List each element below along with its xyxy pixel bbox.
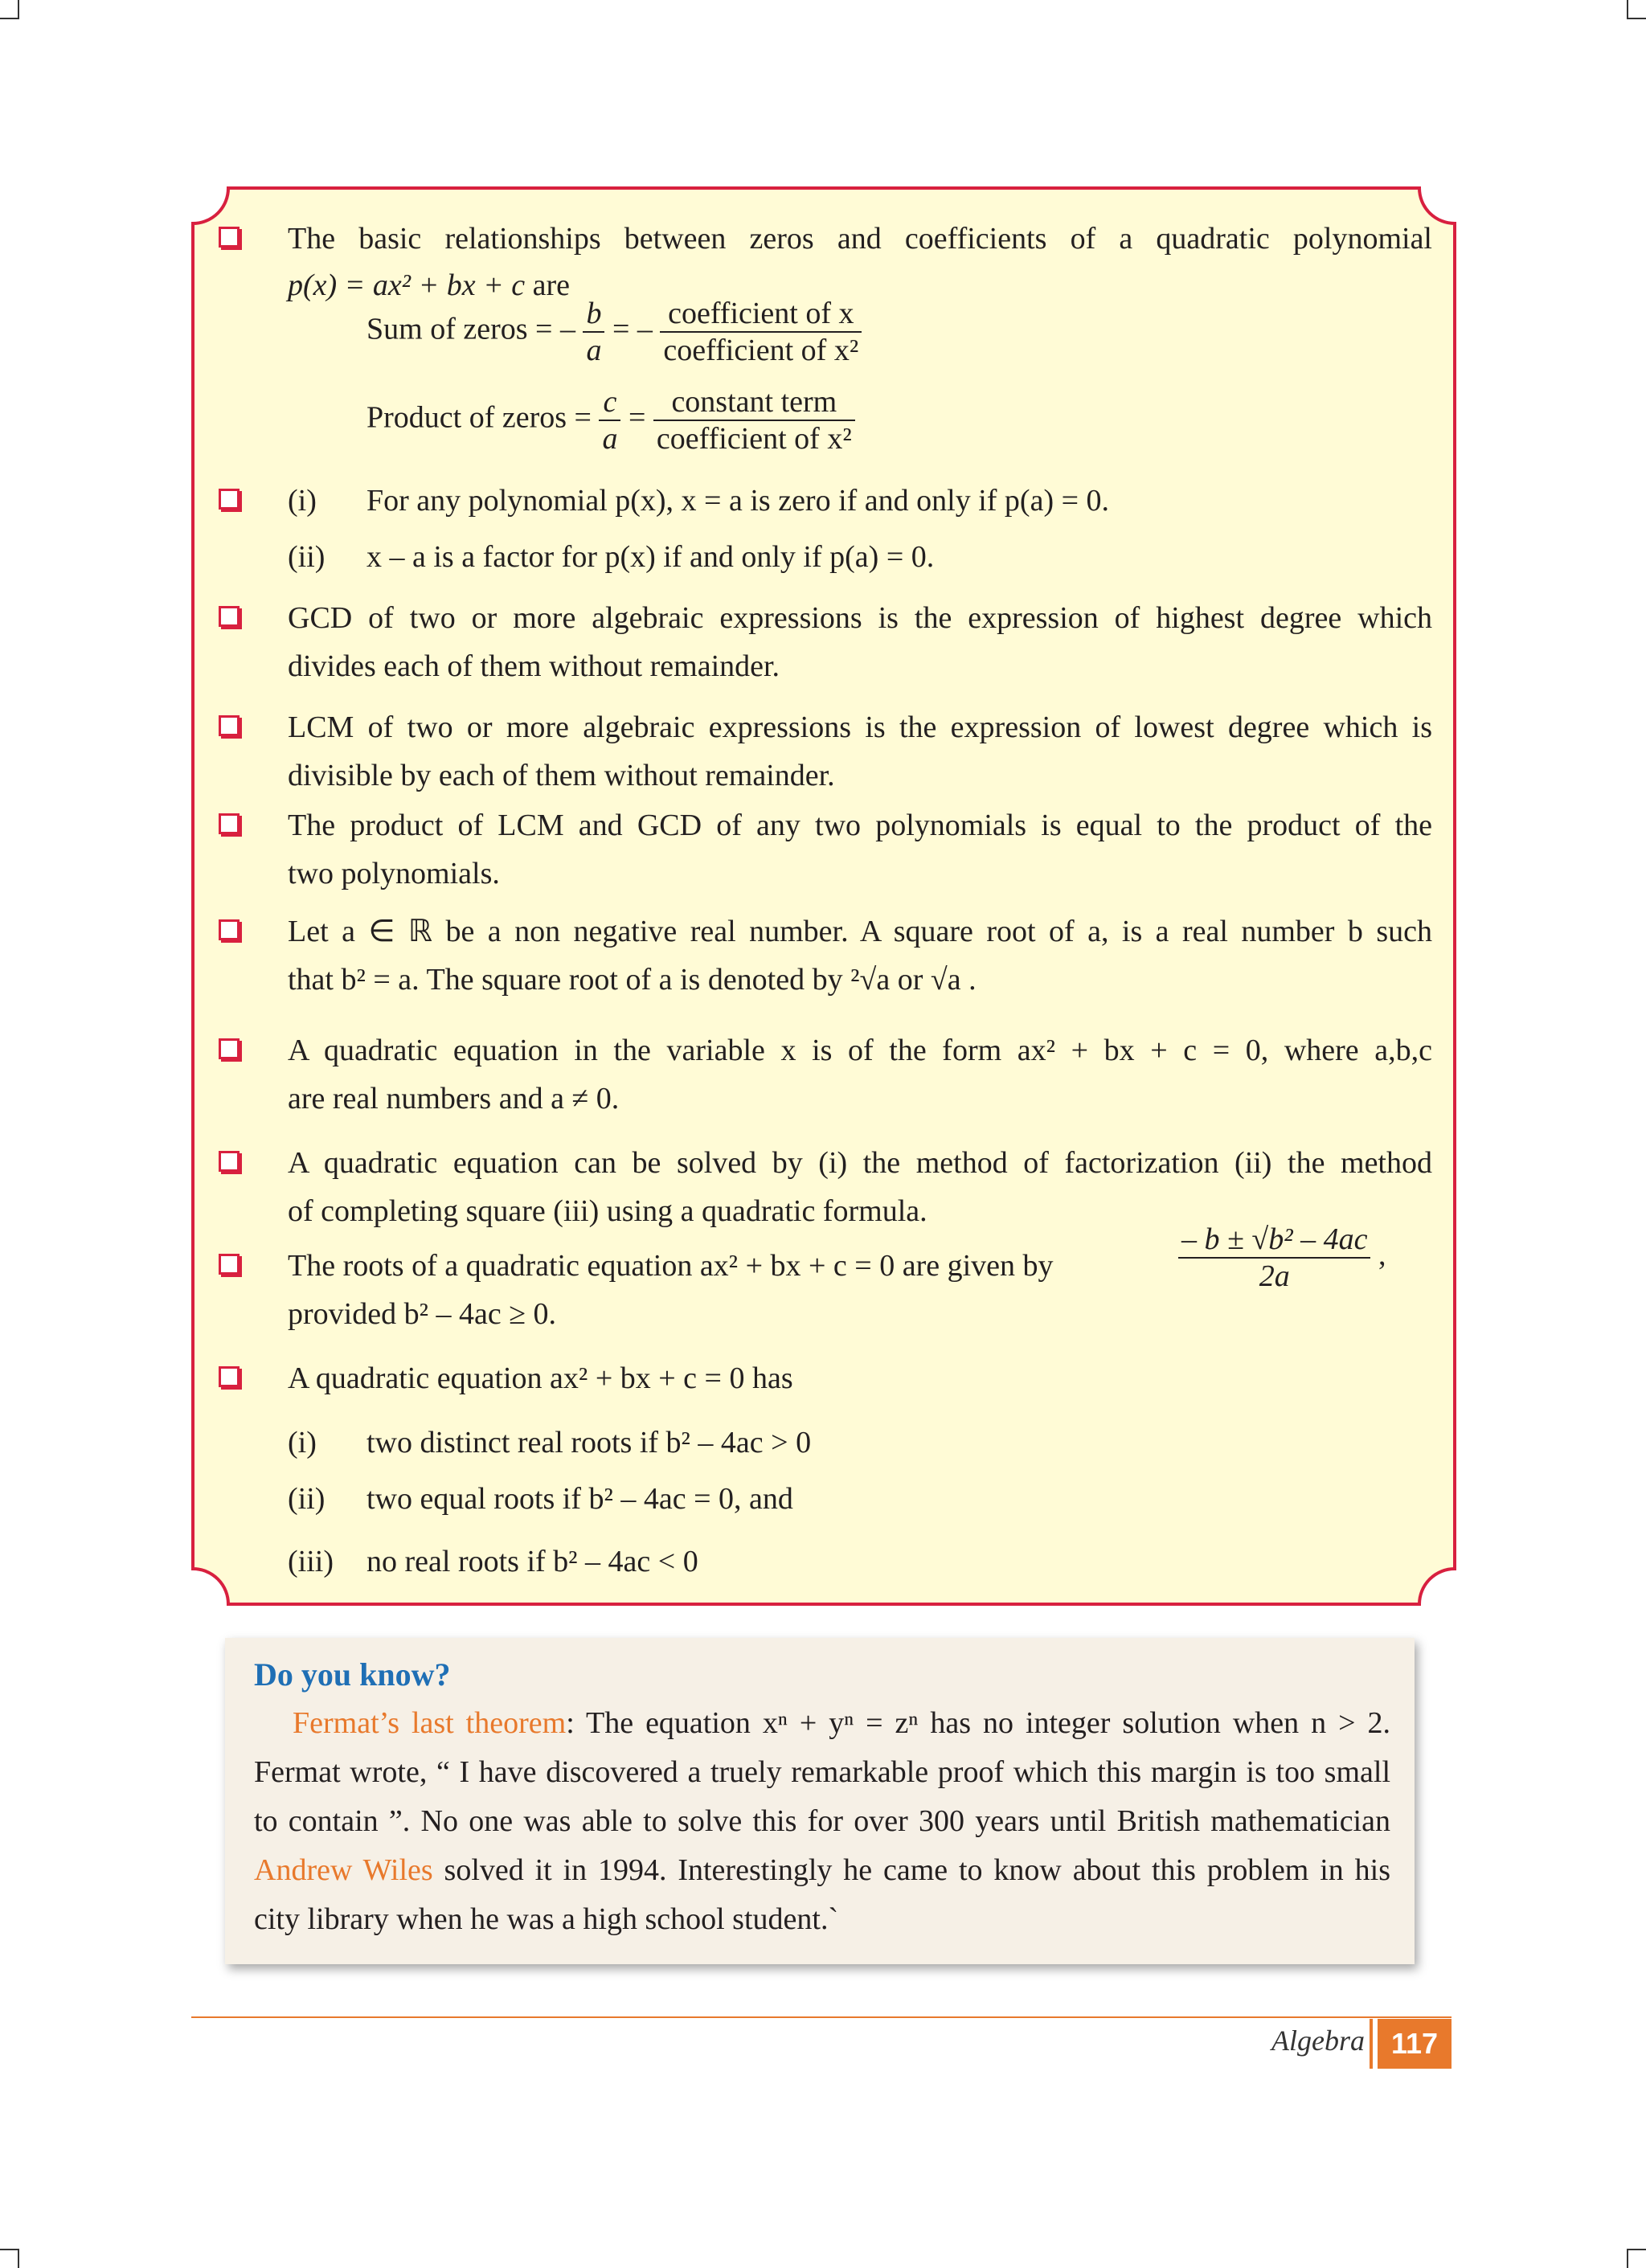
roman-iii: (iii) [288,1545,334,1578]
frac-num: b [583,296,604,333]
checkbox-bullet-icon [219,606,240,627]
sum-eq2: = – [612,312,653,346]
checkbox-bullet-icon [219,813,240,834]
footer-separator [1370,2019,1373,2069]
bullet-text-line2: divisible by each of them without remainder. [288,759,835,792]
bullet-text: For any polynomial p(x), x = a is zero if and only if p(a) = 0. [366,484,1110,518]
do-you-know-body [254,1699,1390,1944]
crop-mark-top-right [1627,0,1646,19]
checkbox-bullet-icon [219,227,240,248]
roman-i: (i) [288,1426,317,1459]
crop-mark-bottom-right [1627,2249,1646,2268]
bullet-text: A quadratic equation in the variable x is of the form ax² + bx + c = 0, where a,b,c [288,1034,1432,1067]
frac-den: coefficient of x² [656,422,852,456]
crop-mark-bottom-left [0,2249,19,2268]
bullet-text-line2: provided b² – 4ac ≥ 0. [288,1297,557,1331]
fraction-c-over-a [599,384,620,456]
product-label: Product of zeros = [366,400,592,435]
product-eq2: = [628,400,646,435]
bullet-text: Let a ∈ ℝ be a non negative real number. A square root of a, is a real number b such [288,915,1432,948]
do-you-know-text2: solved it in 1994. Interestingly he came to know about this problem in his city library when he was a high school student.` [254,1853,1390,1936]
roman-iii-text: no real roots if b² – 4ac < 0 [366,1545,698,1578]
checkbox-bullet-icon [219,1151,240,1172]
roman-ii-text: two equal roots if b² – 4ac = 0, and [366,1482,793,1516]
fraction-b-over-a [583,296,604,368]
frac-num: constant term [653,384,855,421]
bullet-text-line2: are real numbers and a ≠ 0. [288,1082,620,1116]
bullet-text-line2: divides each of them without remainder. [288,649,780,683]
checkbox-bullet-icon [219,919,240,940]
fermat-highlight: Fermat’s last theorem [293,1706,567,1740]
bullet-text-line2: of completing square (iii) using a quadratic formula. [288,1194,927,1228]
bullet-text: x – a is a factor for p(x) if and only if p(a) = 0. [366,540,935,574]
checkbox-bullet-icon [219,1366,240,1387]
roman-ii: (ii) [288,540,326,574]
bullet-text: LCM of two or more algebraic expressions is the expression of lowest degree which is [288,710,1432,744]
bullet-text: The product of LCM and GCD of any two polynomials is equal to the product of the [288,809,1432,842]
formula-numerator: – b ± √b² – 4ac [1178,1222,1370,1259]
sum-label: Sum of zeros [366,312,528,346]
roman-i-text: two distinct real roots if b² – 4ac > 0 [366,1426,812,1459]
page-number: 117 [1378,2019,1452,2069]
formula-fraction [1178,1222,1370,1294]
checkbox-bullet-icon [219,715,240,736]
do-you-know-box [225,1638,1415,1964]
bullet-text: GCD of two or more algebraic expressions is the expression of highest degree which [288,601,1432,635]
fraction-coefficients [660,296,862,368]
bullet-text: A quadratic equation can be solved by (i) the method of factorization (ii) the method [288,1146,1432,1180]
checkbox-bullet-icon [219,1038,240,1059]
checkbox-bullet-icon [219,489,240,510]
roman-ii: (ii) [288,1482,326,1516]
polynomial-expression: p(x) = ax² + bx + c [288,268,526,302]
roman-i: (i) [288,484,317,518]
summary-box [191,186,1456,1606]
wiles-highlight: Andrew Wiles [254,1853,433,1887]
frac-num: c [599,384,620,421]
do-you-know-title: Do you know? [254,1656,451,1693]
frac-den: a [602,422,618,456]
footer-rule [191,2016,1452,2018]
fraction-constant-term [653,384,855,456]
product-of-zeros-formula [366,384,855,456]
sum-eq1: = – [535,312,575,346]
checkbox-bullet-icon [219,1254,240,1275]
bullet-text-line2: two polynomials. [288,857,500,890]
bullet-text-line2: that b² = a. The square root of a is denoted by ²√a or √a . [288,963,977,997]
formula-denominator: 2a [1259,1259,1290,1293]
frac-den: coefficient of x² [663,334,859,367]
bullet-text: The basic relationships between zeros and coefficients of a quadratic polynomial [288,222,1432,256]
bullet-text: The roots of a quadratic equation ax² + bx + c = 0 are given by [288,1249,1054,1283]
frac-den: a [586,334,602,367]
frac-num: coefficient of x [660,296,862,333]
bullet-text: A quadratic equation ax² + bx + c = 0 has [288,1361,793,1395]
quadratic-formula [1178,1222,1386,1294]
footer-chapter-label: Algebra [1271,2024,1365,2057]
crop-mark-top-left [0,0,19,19]
sum-of-zeros-formula [366,296,862,368]
formula-comma: , [1378,1238,1386,1272]
bullet-text-are: are [532,268,570,302]
do-you-know-text1: : The equation xⁿ + yⁿ = zⁿ has no integer solution when n > 2. Fermat wrote, “ I have discovered a truely remarkable proof which this margin is too small to contain ”. No one was able to solve this for over 300 years until British mathematician [254,1706,1390,1838]
